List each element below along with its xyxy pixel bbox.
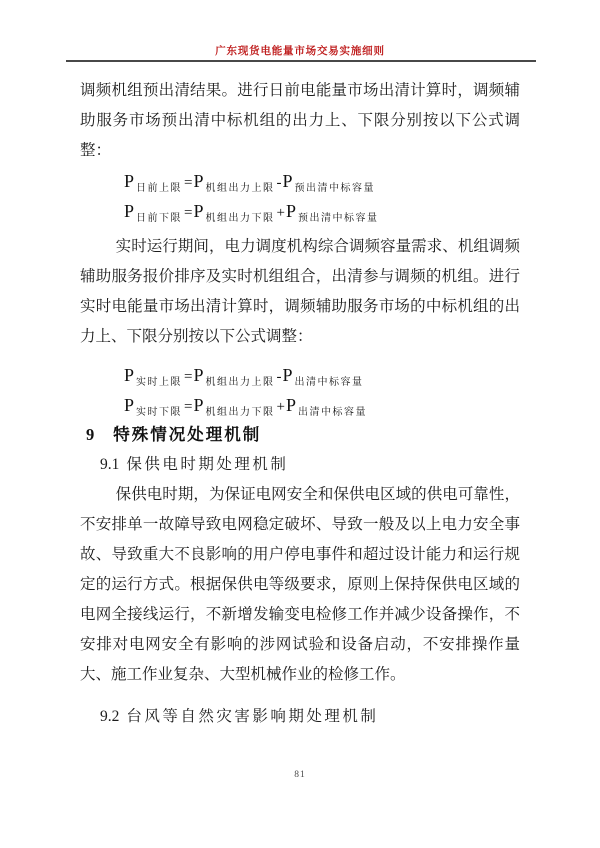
paragraph-real-time-clearing: 实时运行期间，电力调度机构综合调频容量需求、机组调频辅助服务报价排序及实时机组组合，出清参与调频的机组。进行实时电能量市场出清计算时，调频辅助服务市场的中标机组的出力上、下限分别按以下公式调整：	[80, 238, 520, 345]
formula-subscript: 日前下限	[136, 212, 183, 224]
formula-subscript: 出清中标容量	[294, 376, 364, 388]
formula-symbol: P	[282, 365, 293, 385]
page-number: 81	[294, 770, 306, 780]
formula-symbol: P	[124, 171, 135, 191]
section-title: 保供电时期处理机制	[126, 456, 289, 473]
equals-sign: =	[184, 205, 193, 221]
operator-sign: -	[276, 369, 282, 385]
formula-subscript: 实时下限	[136, 406, 183, 418]
formula-subscript: 日前上限	[136, 182, 183, 194]
formula-symbol: P	[193, 171, 204, 191]
formula-real-time-upper	[124, 360, 520, 390]
equals-sign: =	[184, 399, 193, 415]
formula-subscript: 机组出力上限	[205, 182, 275, 194]
header-rule	[66, 60, 536, 62]
equals-sign: =	[184, 175, 193, 191]
formula-subscript: 出清中标容量	[297, 406, 367, 418]
section-title: 台风等自然灾害影响期处理机制	[126, 708, 379, 725]
section-number: 9	[86, 425, 95, 444]
section-title: 特殊情况处理机制	[113, 425, 262, 444]
operator-sign: +	[276, 205, 285, 221]
paragraph-power-supply-guarantee: 保供电时期，为保证电网安全和保供电区域的供电可靠性，不安排单一故障导致电网稳定破坏、导致一般及以上电力安全事故、导致重大不良影响的用户停电事件和超过设计能力和运行规定的运行方式。根据保供电等级要求，原则上保持保供电区域的电网全接线运行，不新增发输变电检修工作并减少设备操作，不安排对电网安全有影响的涉网试验和设备启动，不安排操作量大、施工作业复杂、大型机械作业的检修工作。	[80, 486, 520, 683]
formula-symbol: P	[124, 201, 135, 221]
formula-subscript: 机组出力下限	[205, 212, 275, 224]
formula-symbol: P	[193, 365, 204, 385]
formula-subscript: 机组出力下限	[205, 406, 275, 418]
equals-sign: =	[184, 369, 193, 385]
section-number: 9.2	[100, 708, 120, 725]
section-9-1-heading	[100, 450, 520, 480]
section-number: 9.1	[100, 456, 120, 473]
formula-subscript: 预出清中标容量	[294, 182, 376, 194]
operator-sign: +	[276, 399, 285, 415]
formula-subscript: 实时上限	[136, 376, 183, 388]
formula-symbol: P	[124, 395, 135, 415]
formula-block-day-ahead	[124, 166, 520, 226]
formula-subscript: 机组出力上限	[205, 376, 275, 388]
formula-subscript: 预出清中标容量	[297, 212, 379, 224]
paragraph-day-ahead-clearing: 调频机组预出清结果。进行日前电能量市场出清计算时，调频辅助服务市场预出清中标机组的出力上、下限分别按以下公式调整：	[80, 82, 520, 159]
formula-symbol: P	[193, 395, 204, 415]
formula-symbol: P	[282, 171, 293, 191]
section-9-heading	[86, 420, 520, 450]
page-content	[80, 76, 520, 732]
formula-real-time-lower	[124, 390, 520, 420]
header-title: 广东现货电能量市场交易实施细则	[215, 46, 385, 57]
formula-symbol: P	[285, 201, 296, 221]
formula-day-ahead-lower	[124, 196, 520, 226]
formula-block-real-time	[124, 360, 520, 420]
operator-sign: -	[276, 175, 282, 191]
formula-day-ahead-upper	[124, 166, 520, 196]
section-9-2-heading	[100, 702, 520, 732]
formula-symbol: P	[193, 201, 204, 221]
formula-symbol: P	[124, 365, 135, 385]
formula-symbol: P	[285, 395, 296, 415]
